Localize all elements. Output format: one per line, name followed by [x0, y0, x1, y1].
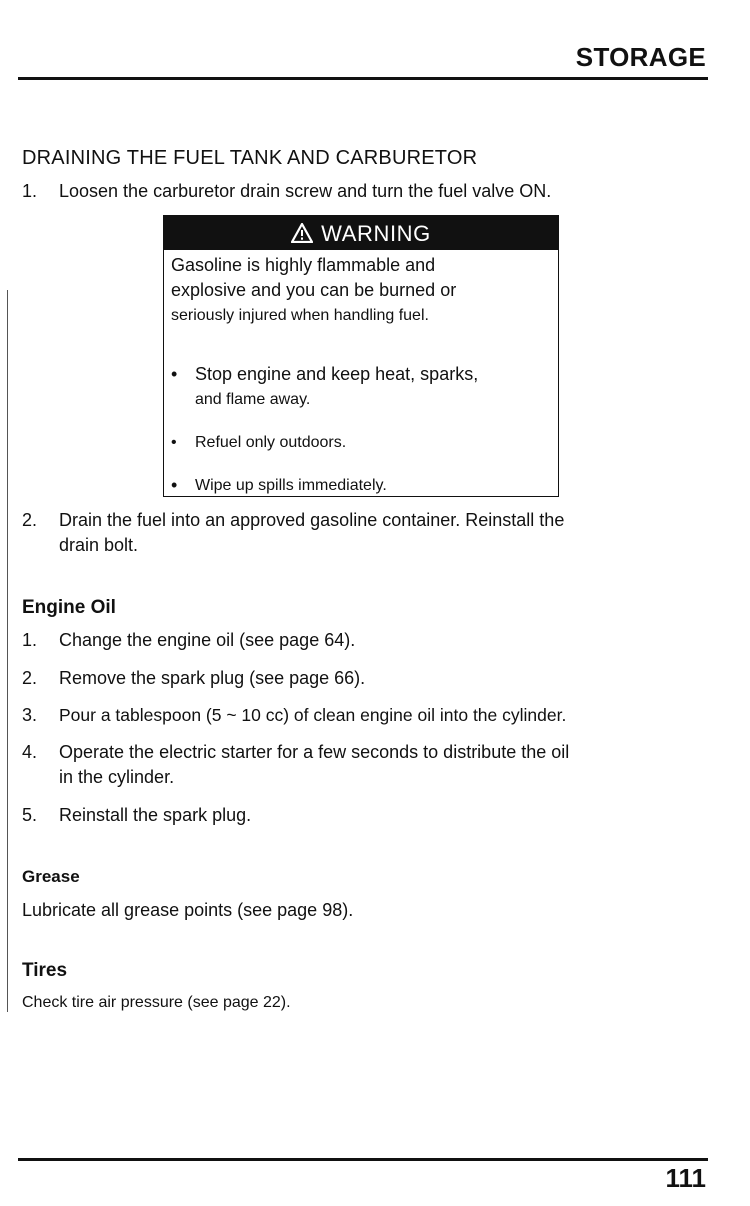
section-heading-grease: Grease: [22, 867, 80, 886]
warning-intro-line: seriously injured when handling fuel.: [171, 307, 429, 324]
page-number: 111: [665, 1163, 706, 1193]
step-line: Drain the fuel into an approved gasoline container. Reinstall the: [59, 510, 565, 530]
section-heading-fuel: DRAINING THE FUEL TANK AND CARBURETOR: [22, 147, 478, 169]
bullet-dot-icon: •: [171, 434, 177, 451]
header-rule: [18, 77, 708, 80]
step-text: Pour a tablespoon (5 ~ 10 cc) of clean engine oil into the cylinder.: [59, 705, 567, 725]
step-line: drain bolt.: [59, 535, 139, 555]
step-number: 4.: [22, 742, 38, 762]
warning-title: WARNING: [321, 221, 431, 246]
bullet-dot-icon: •: [171, 475, 178, 495]
step-line: Operate the electric starter for a few seconds to distribute the oil: [59, 742, 570, 762]
section-heading-tires: Tires: [22, 960, 68, 981]
page-title: STORAGE: [575, 42, 706, 72]
bullet-line: Stop engine and keep heat, sparks,: [195, 364, 479, 384]
step-number: 1.: [22, 181, 38, 201]
step-number: 3.: [22, 705, 38, 725]
step-number: 5.: [22, 805, 38, 825]
tires-text: Check tire air pressure (see page 22).: [22, 994, 291, 1011]
warning-intro: [171, 253, 456, 328]
warning-triangle-icon: [291, 223, 313, 243]
bullet-dot-icon: •: [171, 364, 178, 384]
warning-intro-line: explosive and you can be burned or: [171, 280, 457, 300]
step-number: 2.: [22, 510, 38, 530]
bullet-text: Refuel only outdoors.: [195, 434, 347, 451]
footer-rule: [18, 1158, 708, 1161]
step-line: in the cylinder.: [59, 767, 175, 787]
step-text: [59, 508, 564, 558]
bullet-line: and flame away.: [195, 391, 311, 408]
step-text: Reinstall the spark plug.: [59, 805, 252, 825]
bullet-text: [195, 362, 478, 412]
left-margin-line: [7, 290, 8, 1012]
grease-text: Lubricate all grease points (see page 98).: [22, 900, 354, 920]
warning-header: [164, 216, 558, 250]
step-number: 2.: [22, 668, 38, 688]
bullet-text: Wipe up spills immediately.: [195, 477, 387, 494]
step-text: Change the engine oil (see page 64).: [59, 630, 356, 650]
warning-intro-line: Gasoline is highly flammable and: [171, 255, 436, 275]
step-number: 1.: [22, 630, 38, 650]
step-text: [59, 740, 569, 790]
step-text: Loosen the carburetor drain screw and turn the fuel valve ON.: [59, 181, 552, 201]
warning-box: [163, 215, 559, 497]
section-heading-engine-oil: Engine Oil: [22, 597, 116, 618]
step-text: Remove the spark plug (see page 66).: [59, 668, 366, 688]
